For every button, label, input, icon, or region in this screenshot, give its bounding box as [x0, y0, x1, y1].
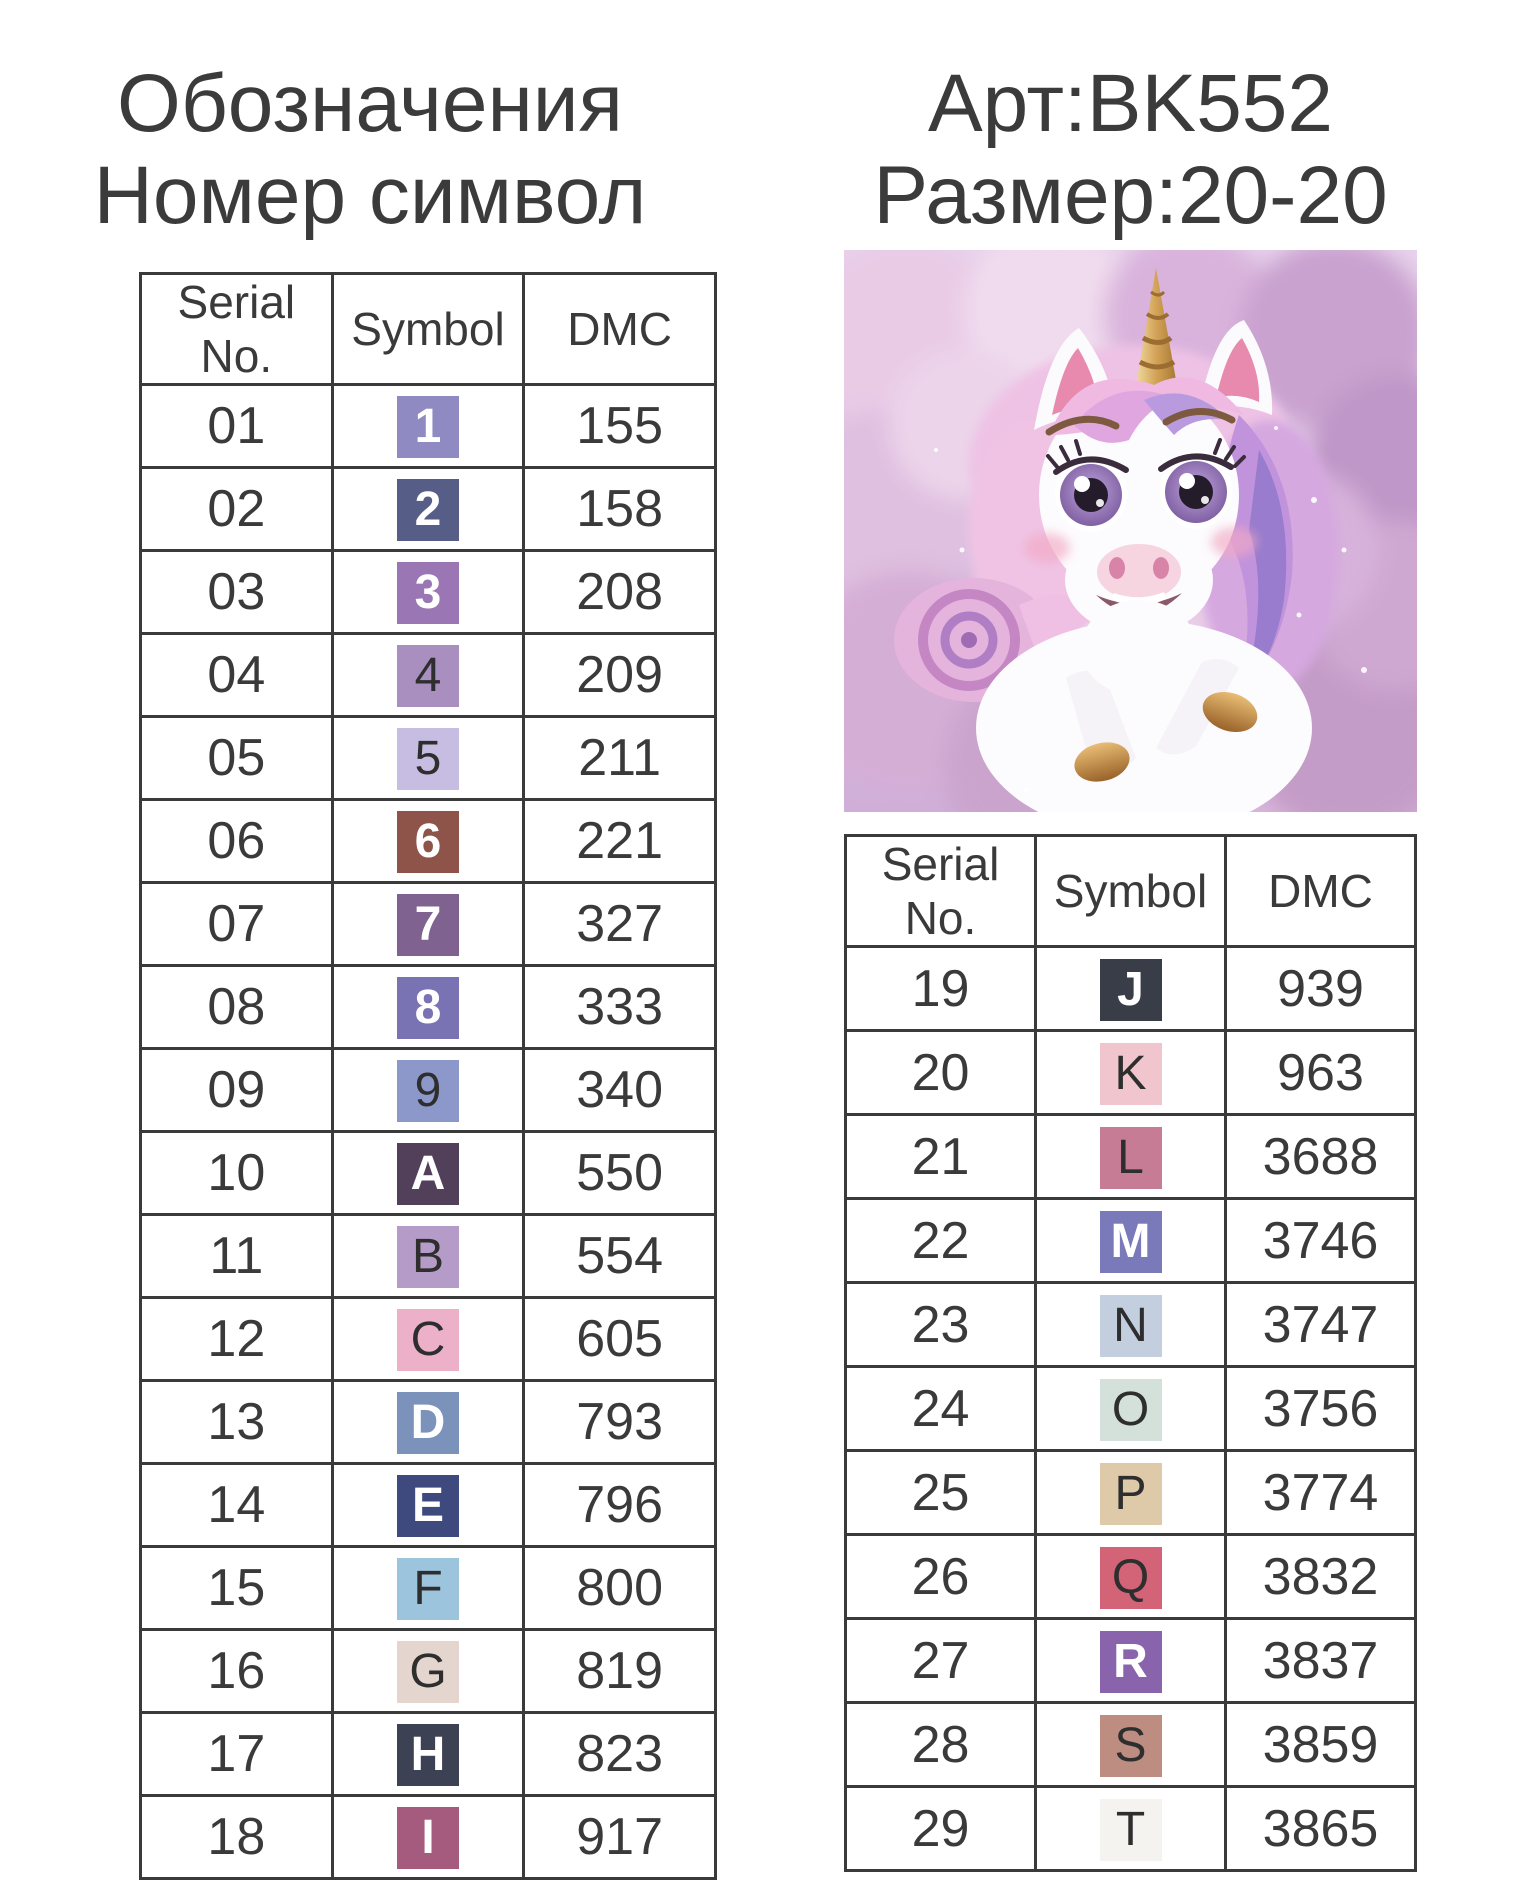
symbol-cell	[332, 1381, 524, 1464]
symbol-swatch: 3	[397, 562, 459, 624]
symbol-cell	[1036, 1619, 1226, 1703]
serial-cell: 16	[141, 1630, 333, 1713]
serial-cell: 25	[846, 1451, 1036, 1535]
table-row	[141, 1215, 716, 1298]
symbol-swatch: M	[1100, 1211, 1162, 1273]
dmc-cell: 554	[524, 1215, 716, 1298]
dmc-cell: 3837	[1226, 1619, 1416, 1703]
dmc-cell: 550	[524, 1132, 716, 1215]
serial-cell: 21	[846, 1115, 1036, 1199]
dmc-cell: 963	[1226, 1031, 1416, 1115]
serial-cell: 15	[141, 1547, 333, 1630]
dmc-cell: 819	[524, 1630, 716, 1713]
serial-cell: 10	[141, 1132, 333, 1215]
table-row	[141, 966, 716, 1049]
serial-cell: 14	[141, 1464, 333, 1547]
table-row	[846, 1115, 1416, 1199]
dmc-cell: 340	[524, 1049, 716, 1132]
serial-cell: 24	[846, 1367, 1036, 1451]
symbol-cell	[1036, 1367, 1226, 1451]
table-row	[141, 385, 716, 468]
serial-cell: 29	[846, 1787, 1036, 1871]
symbol-cell	[332, 1547, 524, 1630]
symbol-swatch: I	[397, 1807, 459, 1869]
serial-cell: 08	[141, 966, 333, 1049]
serial-cell: 04	[141, 634, 333, 717]
dmc-cell: 939	[1226, 947, 1416, 1031]
serial-no-header: Serial No.	[141, 274, 333, 385]
dmc-cell: 3756	[1226, 1367, 1416, 1451]
symbol-swatch: 5	[397, 728, 459, 790]
table-row	[141, 1132, 716, 1215]
symbol-cell	[332, 1796, 524, 1879]
serial-cell: 09	[141, 1049, 333, 1132]
symbol-cell	[1036, 947, 1226, 1031]
dmc-cell: 221	[524, 800, 716, 883]
symbol-swatch: G	[397, 1641, 459, 1703]
dmc-cell: 3774	[1226, 1451, 1416, 1535]
left-title-line1: Обозначения	[117, 58, 623, 149]
unicorn-photo	[844, 250, 1417, 812]
size-label: Размер:20-20	[873, 149, 1388, 241]
symbol-cell	[332, 468, 524, 551]
symbol-cell	[1036, 1703, 1226, 1787]
table-row	[141, 634, 716, 717]
symbol-cell	[1036, 1451, 1226, 1535]
table-row	[846, 1031, 1416, 1115]
article-number: Арт:BK552	[927, 58, 1334, 149]
serial-cell: 23	[846, 1283, 1036, 1367]
serial-cell: 06	[141, 800, 333, 883]
symbol-swatch: 4	[397, 645, 459, 707]
dmc-cell: 793	[524, 1381, 716, 1464]
dmc-cell: 208	[524, 551, 716, 634]
symbol-cell	[332, 1049, 524, 1132]
symbol-swatch: K	[1100, 1043, 1162, 1105]
serial-cell: 02	[141, 468, 333, 551]
symbol-swatch: A	[397, 1143, 459, 1205]
symbol-swatch: B	[397, 1226, 459, 1288]
symbol-cell	[332, 800, 524, 883]
header-row	[846, 836, 1416, 947]
table-row	[141, 551, 716, 634]
symbol-swatch: J	[1100, 959, 1162, 1021]
serial-cell: 17	[141, 1713, 333, 1796]
serial-cell: 12	[141, 1298, 333, 1381]
table-row	[141, 800, 716, 883]
dmc-cell: 3859	[1226, 1703, 1416, 1787]
symbol-swatch: H	[397, 1724, 459, 1786]
dmc-cell: 327	[524, 883, 716, 966]
table-row	[141, 717, 716, 800]
symbol-cell	[332, 385, 524, 468]
symbol-swatch: D	[397, 1392, 459, 1454]
serial-cell: 07	[141, 883, 333, 966]
serial-cell: 05	[141, 717, 333, 800]
dmc-header: DMC	[524, 274, 716, 385]
dmc-cell: 3688	[1226, 1115, 1416, 1199]
symbol-swatch: C	[397, 1309, 459, 1371]
dmc-cell: 3865	[1226, 1787, 1416, 1871]
table-row	[141, 468, 716, 551]
serial-cell: 20	[846, 1031, 1036, 1115]
serial-cell: 19	[846, 947, 1036, 1031]
symbol-cell	[1036, 1031, 1226, 1115]
dmc-cell: 158	[524, 468, 716, 551]
serial-cell: 03	[141, 551, 333, 634]
symbol-swatch: 1	[397, 396, 459, 458]
serial-cell: 18	[141, 1796, 333, 1879]
symbol-swatch: 7	[397, 894, 459, 956]
symbol-swatch: N	[1100, 1295, 1162, 1357]
table-row	[846, 1367, 1416, 1451]
symbol-cell	[332, 1713, 524, 1796]
dmc-cell: 3832	[1226, 1535, 1416, 1619]
dmc-cell: 211	[524, 717, 716, 800]
symbol-swatch: E	[397, 1475, 459, 1537]
symbol-header: Symbol	[1036, 836, 1226, 947]
dmc-header: DMC	[1226, 836, 1416, 947]
table-row	[141, 883, 716, 966]
symbol-cell	[332, 1630, 524, 1713]
table-row	[846, 1451, 1416, 1535]
table-row	[141, 1547, 716, 1630]
symbol-swatch: T	[1100, 1799, 1162, 1861]
symbol-swatch: P	[1100, 1463, 1162, 1525]
table-row	[846, 1787, 1416, 1871]
legend-table-left	[139, 272, 717, 1880]
serial-cell: 27	[846, 1619, 1036, 1703]
symbol-cell	[332, 966, 524, 1049]
symbol-cell	[332, 1215, 524, 1298]
table-row	[846, 1535, 1416, 1619]
dmc-cell: 605	[524, 1298, 716, 1381]
dmc-cell: 917	[524, 1796, 716, 1879]
serial-cell: 28	[846, 1703, 1036, 1787]
symbol-swatch: F	[397, 1558, 459, 1620]
serial-cell: 26	[846, 1535, 1036, 1619]
table-row	[846, 1283, 1416, 1367]
table-row	[141, 1381, 716, 1464]
legend-table-right	[844, 834, 1417, 1872]
left-title-line2: Номер символ	[93, 149, 647, 241]
right-title	[824, 58, 1437, 242]
table-row	[141, 1630, 716, 1713]
symbol-cell	[332, 717, 524, 800]
symbol-swatch: O	[1100, 1379, 1162, 1441]
table-row	[141, 1464, 716, 1547]
symbol-swatch: 8	[397, 977, 459, 1039]
serial-cell: 11	[141, 1215, 333, 1298]
symbol-swatch: Q	[1100, 1547, 1162, 1609]
table-row	[846, 1199, 1416, 1283]
table-row	[846, 1619, 1416, 1703]
symbol-cell	[332, 1464, 524, 1547]
symbol-swatch: 9	[397, 1060, 459, 1122]
symbol-cell	[1036, 1115, 1226, 1199]
header-row	[141, 274, 716, 385]
left-title	[0, 58, 740, 242]
serial-no-header: Serial No.	[846, 836, 1036, 947]
symbol-cell	[332, 1298, 524, 1381]
symbol-header: Symbol	[332, 274, 524, 385]
symbol-swatch: S	[1100, 1715, 1162, 1777]
symbol-swatch: R	[1100, 1631, 1162, 1693]
symbol-swatch: 6	[397, 811, 459, 873]
dmc-cell: 3747	[1226, 1283, 1416, 1367]
serial-cell: 13	[141, 1381, 333, 1464]
symbol-cell	[1036, 1283, 1226, 1367]
table-row	[141, 1796, 716, 1879]
table-row	[141, 1049, 716, 1132]
dmc-cell: 333	[524, 966, 716, 1049]
symbol-cell	[1036, 1787, 1226, 1871]
symbol-cell	[1036, 1535, 1226, 1619]
dmc-cell: 796	[524, 1464, 716, 1547]
symbol-cell	[332, 1132, 524, 1215]
table-row	[846, 947, 1416, 1031]
symbol-cell	[332, 883, 524, 966]
serial-cell: 01	[141, 385, 333, 468]
serial-cell: 22	[846, 1199, 1036, 1283]
symbol-swatch: L	[1100, 1127, 1162, 1189]
dmc-cell: 3746	[1226, 1199, 1416, 1283]
dmc-cell: 209	[524, 634, 716, 717]
dmc-cell: 800	[524, 1547, 716, 1630]
table-row	[141, 1713, 716, 1796]
symbol-cell	[1036, 1199, 1226, 1283]
table-row	[141, 1298, 716, 1381]
symbol-cell	[332, 551, 524, 634]
dmc-cell: 155	[524, 385, 716, 468]
table-row	[846, 1703, 1416, 1787]
symbol-cell	[332, 634, 524, 717]
dmc-cell: 823	[524, 1713, 716, 1796]
symbol-swatch: 2	[397, 479, 459, 541]
